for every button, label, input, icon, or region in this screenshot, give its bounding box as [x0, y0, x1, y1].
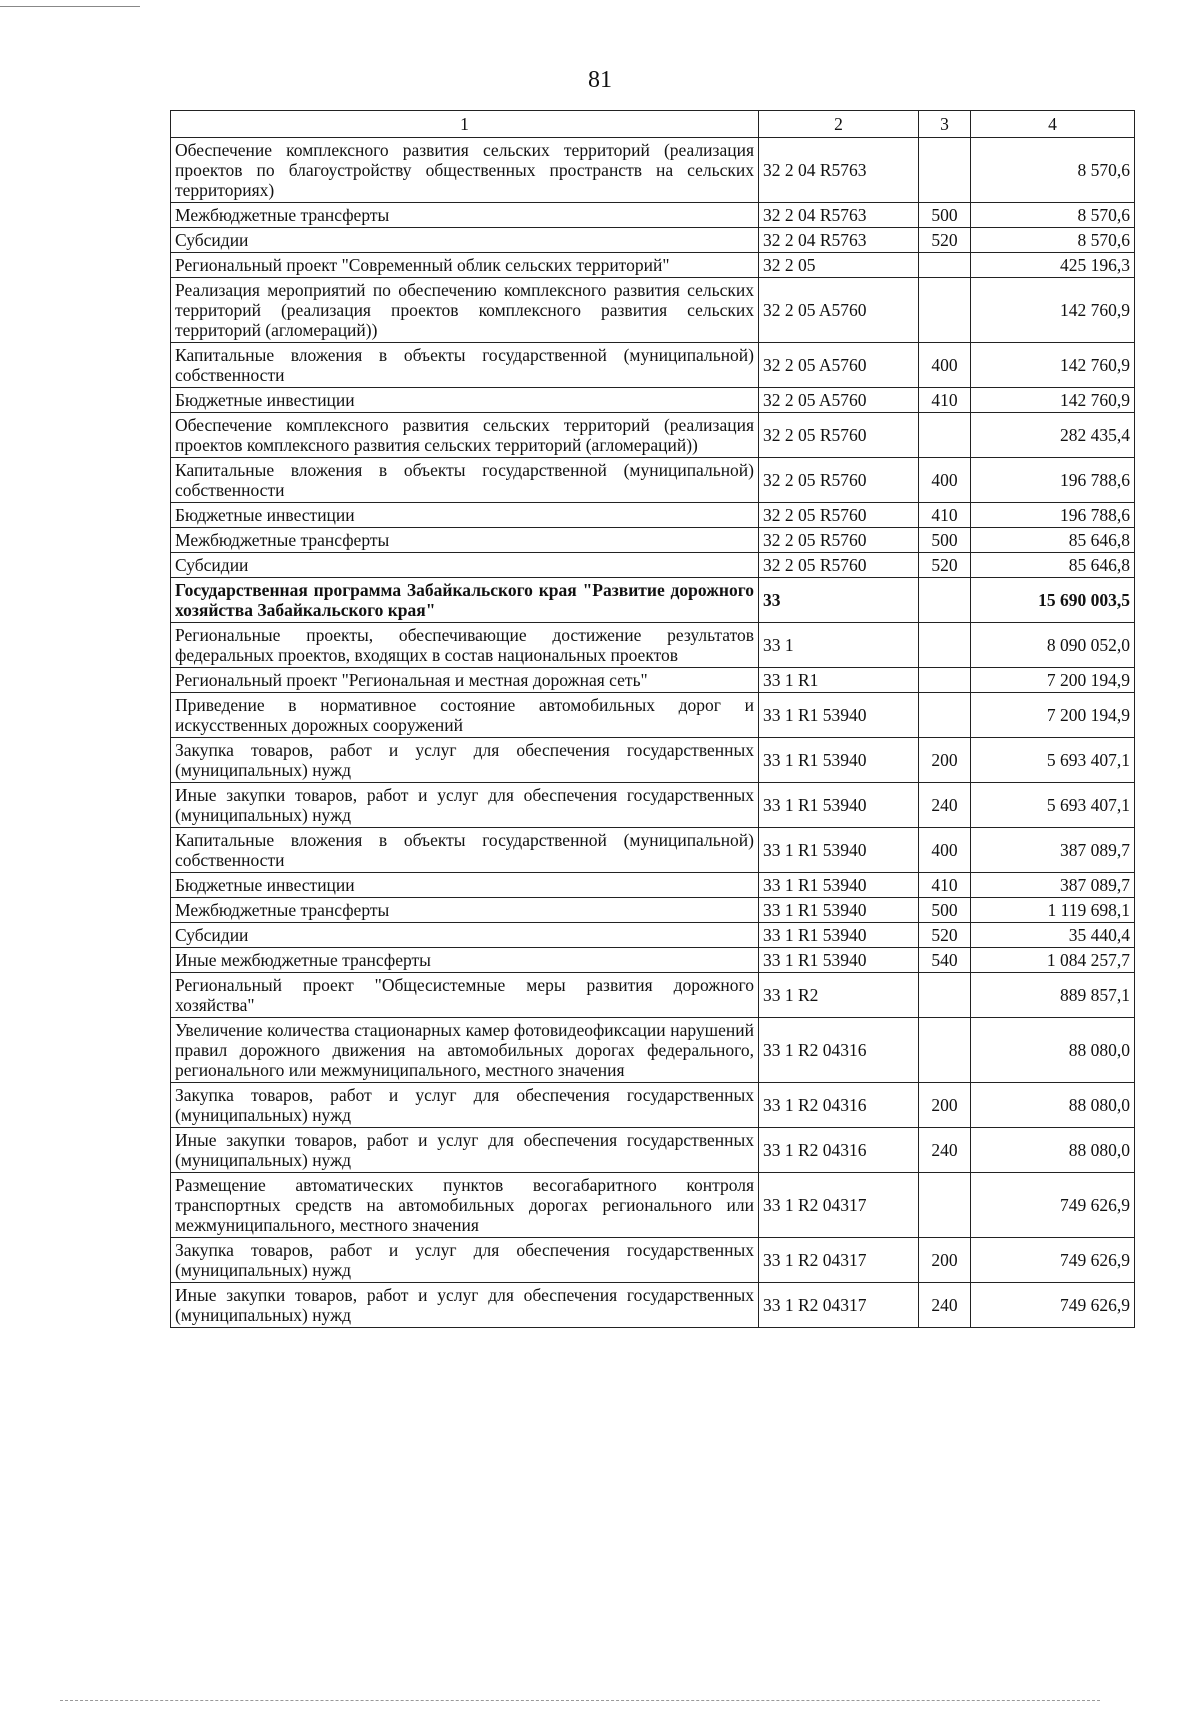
table-row	[171, 138, 1135, 203]
row-code-cell: 33 1 R2 04317	[759, 1283, 919, 1328]
row-sum-cell: 8 570,6	[971, 203, 1135, 228]
row-expense-type-cell: 200	[919, 738, 971, 783]
row-expense-type-cell	[919, 278, 971, 343]
table-row	[171, 1173, 1135, 1238]
table-row	[171, 828, 1135, 873]
table-row	[171, 973, 1135, 1018]
row-expense-type-cell: 500	[919, 203, 971, 228]
table-row	[171, 343, 1135, 388]
row-name-cell: Субсидии	[171, 228, 759, 253]
table-row	[171, 228, 1135, 253]
table-row	[171, 553, 1135, 578]
row-code-cell: 33 1 R2 04317	[759, 1238, 919, 1283]
table-body	[171, 138, 1135, 1328]
table-row	[171, 1128, 1135, 1173]
row-sum-cell: 142 760,9	[971, 278, 1135, 343]
row-sum-cell: 749 626,9	[971, 1173, 1135, 1238]
row-sum-cell: 88 080,0	[971, 1018, 1135, 1083]
row-name-cell: Межбюджетные трансферты	[171, 528, 759, 553]
header-col-1: 1	[171, 111, 759, 138]
row-expense-type-cell: 410	[919, 388, 971, 413]
row-code-cell: 33 1 R1 53940	[759, 828, 919, 873]
row-expense-type-cell: 410	[919, 873, 971, 898]
row-sum-cell: 196 788,6	[971, 503, 1135, 528]
row-code-cell: 32 2 05 R5760	[759, 458, 919, 503]
row-code-cell: 32 2 05 R5760	[759, 553, 919, 578]
row-sum-cell: 35 440,4	[971, 923, 1135, 948]
row-name-cell: Обеспечение комплексного развития сельских территорий (реализация проектов по благоустройству общественных пространств на сельских территориях)	[171, 138, 759, 203]
row-code-cell: 33 1 R2 04316	[759, 1018, 919, 1083]
row-expense-type-cell	[919, 253, 971, 278]
row-name-cell: Реализация мероприятий по обеспечению комплексного развития сельских территорий (реализация проектов комплексного развития сельских территорий (агломераций))	[171, 278, 759, 343]
row-expense-type-cell: 520	[919, 228, 971, 253]
table-row	[171, 1283, 1135, 1328]
table-row	[171, 738, 1135, 783]
row-expense-type-cell: 400	[919, 343, 971, 388]
row-code-cell: 33 1 R1 53940	[759, 898, 919, 923]
row-code-cell: 33 1 R1 53940	[759, 948, 919, 973]
row-sum-cell: 387 089,7	[971, 873, 1135, 898]
table-row	[171, 458, 1135, 503]
row-sum-cell: 15 690 003,5	[971, 578, 1135, 623]
table-row	[171, 278, 1135, 343]
row-expense-type-cell: 540	[919, 948, 971, 973]
row-code-cell: 32 2 05 R5760	[759, 528, 919, 553]
row-name-cell: Иные межбюджетные трансферты	[171, 948, 759, 973]
budget-table	[170, 110, 1135, 1328]
row-expense-type-cell: 200	[919, 1238, 971, 1283]
table-row	[171, 203, 1135, 228]
row-expense-type-cell	[919, 138, 971, 203]
row-code-cell: 33 1 R2 04316	[759, 1083, 919, 1128]
header-col-4: 4	[971, 111, 1135, 138]
row-code-cell: 32 2 04 R5763	[759, 203, 919, 228]
row-name-cell: Приведение в нормативное состояние автомобильных дорог и искусственных дорожных сооружений	[171, 693, 759, 738]
row-name-cell: Субсидии	[171, 553, 759, 578]
row-sum-cell: 7 200 194,9	[971, 668, 1135, 693]
row-expense-type-cell: 240	[919, 1128, 971, 1173]
row-expense-type-cell	[919, 578, 971, 623]
table-row	[171, 503, 1135, 528]
row-expense-type-cell: 520	[919, 553, 971, 578]
row-name-cell: Закупка товаров, работ и услуг для обеспечения государственных (муниципальных) нужд	[171, 1238, 759, 1283]
row-name-cell: Субсидии	[171, 923, 759, 948]
row-code-cell: 32 2 05 R5760	[759, 503, 919, 528]
header-col-2: 2	[759, 111, 919, 138]
row-sum-cell: 282 435,4	[971, 413, 1135, 458]
table-row	[171, 388, 1135, 413]
table-row	[171, 1018, 1135, 1083]
table-row	[171, 923, 1135, 948]
table-row	[171, 1083, 1135, 1128]
table-row	[171, 668, 1135, 693]
table-row	[171, 528, 1135, 553]
row-code-cell: 33 1 R1	[759, 668, 919, 693]
row-expense-type-cell	[919, 1018, 971, 1083]
row-code-cell: 33 1 R2 04316	[759, 1128, 919, 1173]
row-expense-type-cell	[919, 1173, 971, 1238]
row-code-cell: 32 2 04 R5763	[759, 138, 919, 203]
row-expense-type-cell: 240	[919, 1283, 971, 1328]
table-row	[171, 948, 1135, 973]
row-sum-cell: 142 760,9	[971, 388, 1135, 413]
row-name-cell: Региональные проекты, обеспечивающие достижение результатов федеральных проектов, входящих в состав национальных проектов	[171, 623, 759, 668]
row-expense-type-cell: 200	[919, 1083, 971, 1128]
row-code-cell: 33 1 R1 53940	[759, 783, 919, 828]
row-expense-type-cell: 400	[919, 458, 971, 503]
row-sum-cell: 8 090 052,0	[971, 623, 1135, 668]
row-sum-cell: 85 646,8	[971, 553, 1135, 578]
row-code-cell: 33 1 R2 04317	[759, 1173, 919, 1238]
row-name-cell: Капитальные вложения в объекты государственной (муниципальной) собственности	[171, 828, 759, 873]
row-code-cell: 32 2 05	[759, 253, 919, 278]
header-col-3: 3	[919, 111, 971, 138]
row-expense-type-cell	[919, 668, 971, 693]
row-code-cell: 33 1 R1 53940	[759, 873, 919, 898]
row-name-cell: Иные закупки товаров, работ и услуг для обеспечения государственных (муниципальных) нужд	[171, 783, 759, 828]
row-name-cell: Межбюджетные трансферты	[171, 898, 759, 923]
row-sum-cell: 425 196,3	[971, 253, 1135, 278]
row-expense-type-cell: 400	[919, 828, 971, 873]
row-name-cell: Закупка товаров, работ и услуг для обеспечения государственных (муниципальных) нужд	[171, 1083, 759, 1128]
row-name-cell: Региональный проект "Общесистемные меры развития дорожного хозяйства"	[171, 973, 759, 1018]
row-name-cell: Межбюджетные трансферты	[171, 203, 759, 228]
row-sum-cell: 749 626,9	[971, 1238, 1135, 1283]
row-name-cell: Капитальные вложения в объекты государственной (муниципальной) собственности	[171, 458, 759, 503]
row-sum-cell: 5 693 407,1	[971, 783, 1135, 828]
row-name-cell: Региональный проект "Региональная и местная дорожная сеть"	[171, 668, 759, 693]
row-sum-cell: 5 693 407,1	[971, 738, 1135, 783]
row-name-cell: Иные закупки товаров, работ и услуг для обеспечения государственных (муниципальных) нужд	[171, 1128, 759, 1173]
row-code-cell: 33 1 R1 53940	[759, 738, 919, 783]
row-name-cell: Региональный проект "Современный облик сельских территорий"	[171, 253, 759, 278]
row-expense-type-cell: 520	[919, 923, 971, 948]
row-sum-cell: 88 080,0	[971, 1083, 1135, 1128]
row-sum-cell: 1 084 257,7	[971, 948, 1135, 973]
row-expense-type-cell	[919, 693, 971, 738]
scan-edge-top	[0, 6, 140, 7]
row-sum-cell: 88 080,0	[971, 1128, 1135, 1173]
table-row	[171, 578, 1135, 623]
row-sum-cell: 196 788,6	[971, 458, 1135, 503]
row-name-cell: Бюджетные инвестиции	[171, 873, 759, 898]
row-sum-cell: 749 626,9	[971, 1283, 1135, 1328]
table-row	[171, 898, 1135, 923]
row-name-cell: Размещение автоматических пунктов весогабаритного контроля транспортных средств на автомобильных дорогах регионального или межмуниципального, местного значения	[171, 1173, 759, 1238]
row-sum-cell: 1 119 698,1	[971, 898, 1135, 923]
row-name-cell: Бюджетные инвестиции	[171, 388, 759, 413]
row-sum-cell: 889 857,1	[971, 973, 1135, 1018]
row-expense-type-cell: 410	[919, 503, 971, 528]
row-expense-type-cell: 240	[919, 783, 971, 828]
row-expense-type-cell	[919, 973, 971, 1018]
table-row	[171, 693, 1135, 738]
row-sum-cell: 7 200 194,9	[971, 693, 1135, 738]
row-code-cell: 32 2 05 A5760	[759, 388, 919, 413]
table-row	[171, 783, 1135, 828]
row-code-cell: 32 2 05 A5760	[759, 343, 919, 388]
row-code-cell: 33	[759, 578, 919, 623]
row-code-cell: 33 1 R1 53940	[759, 923, 919, 948]
row-expense-type-cell: 500	[919, 898, 971, 923]
row-name-cell: Капитальные вложения в объекты государственной (муниципальной) собственности	[171, 343, 759, 388]
row-expense-type-cell	[919, 413, 971, 458]
table-row	[171, 873, 1135, 898]
table-row	[171, 253, 1135, 278]
table-row	[171, 623, 1135, 668]
row-sum-cell: 85 646,8	[971, 528, 1135, 553]
scan-edge-bottom	[60, 1700, 1100, 1701]
row-sum-cell: 8 570,6	[971, 228, 1135, 253]
row-sum-cell: 387 089,7	[971, 828, 1135, 873]
table-row	[171, 1238, 1135, 1283]
row-name-cell: Увеличение количества стационарных камер фотовидеофиксации нарушений правил дорожного движения на автомобильных дорогах федерального, регионального или межмуниципального, местного значения	[171, 1018, 759, 1083]
row-name-cell: Обеспечение комплексного развития сельских территорий (реализация проектов комплексного развития сельских территорий (агломераций))	[171, 413, 759, 458]
row-code-cell: 33 1	[759, 623, 919, 668]
row-code-cell: 33 1 R2	[759, 973, 919, 1018]
page-number: 81	[588, 67, 612, 93]
row-sum-cell: 8 570,6	[971, 138, 1135, 203]
row-sum-cell: 142 760,9	[971, 343, 1135, 388]
row-expense-type-cell: 500	[919, 528, 971, 553]
row-expense-type-cell	[919, 623, 971, 668]
row-name-cell: Иные закупки товаров, работ и услуг для обеспечения государственных (муниципальных) нужд	[171, 1283, 759, 1328]
row-code-cell: 32 2 04 R5763	[759, 228, 919, 253]
table-row	[171, 413, 1135, 458]
row-name-cell: Бюджетные инвестиции	[171, 503, 759, 528]
table-header-row	[171, 111, 1135, 138]
row-code-cell: 32 2 05 A5760	[759, 278, 919, 343]
row-code-cell: 33 1 R1 53940	[759, 693, 919, 738]
row-name-cell: Государственная программа Забайкальского края "Развитие дорожного хозяйства Забайкальского края"	[171, 578, 759, 623]
row-name-cell: Закупка товаров, работ и услуг для обеспечения государственных (муниципальных) нужд	[171, 738, 759, 783]
row-code-cell: 32 2 05 R5760	[759, 413, 919, 458]
